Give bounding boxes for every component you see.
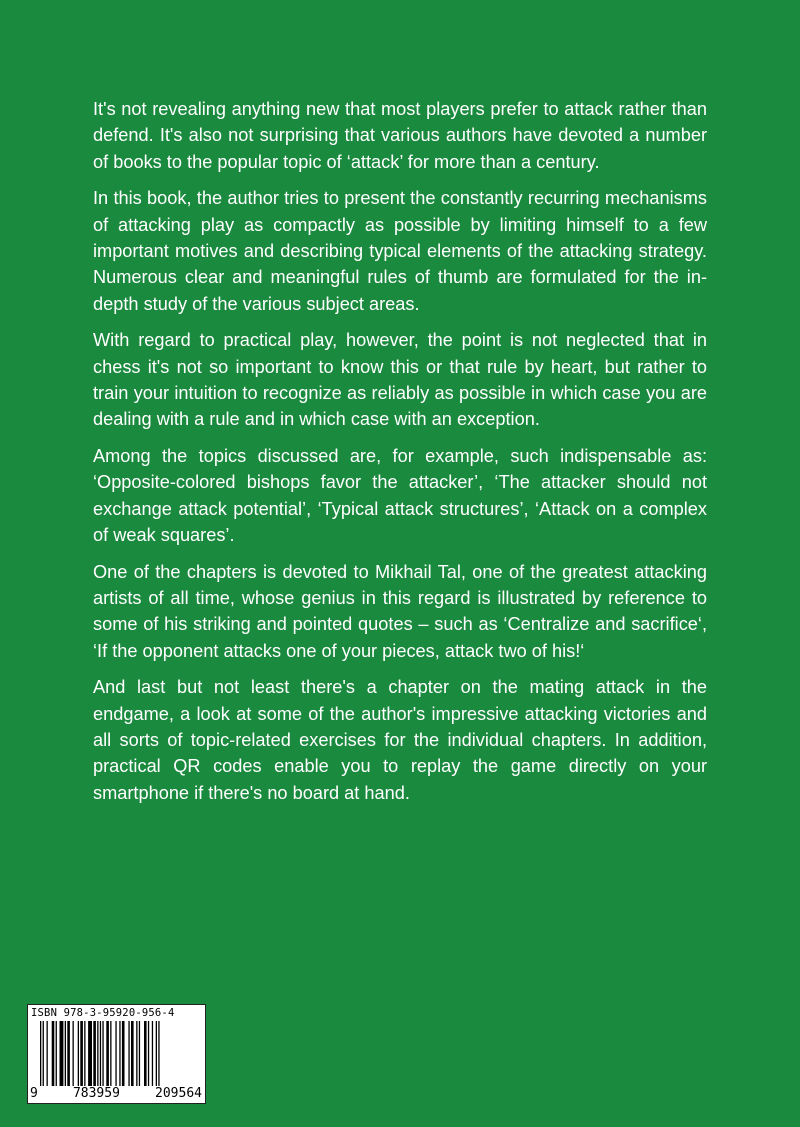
barcode-bar-28	[152, 1021, 153, 1086]
barcode-bar-15	[100, 1021, 101, 1086]
barcode-bar-16	[102, 1021, 103, 1086]
barcode-bar-27	[148, 1021, 149, 1086]
barcode-bar-5	[60, 1021, 64, 1086]
barcode-bar-18	[110, 1021, 111, 1086]
barcode-digits	[30, 1086, 202, 1101]
barcode-bar-26	[144, 1021, 147, 1086]
blurb-paragraph-2: In this book, the author tries to present the constantly recurring mechanisms of attacking play as compactly as possible by limiting himself to a few important motives and describing typical elements of the attacking strategy. Numerous clear and meaningful rules of thumb are formulated for the in-depth study of the various subject areas.	[93, 188, 707, 314]
barcode-bar-29	[156, 1021, 157, 1086]
isbn-label: ISBN 978-3-95920-956-4	[31, 1007, 175, 1019]
barcode-bar-4	[56, 1021, 57, 1086]
barcode-bar-14	[97, 1021, 98, 1086]
barcode-digits-right: 209564	[155, 1086, 202, 1101]
blurb-text	[93, 96, 707, 816]
barcode-bar-30	[158, 1021, 159, 1086]
barcode-bar-17	[106, 1021, 109, 1086]
barcode-bar-23	[131, 1021, 134, 1086]
barcode-bar-11	[84, 1021, 85, 1086]
barcode-bar-7	[67, 1021, 70, 1086]
barcode-bar-2	[47, 1021, 48, 1086]
blurb-paragraph-1: It's not revealing anything new that most players prefer to attack rather than defend. It's also not surprising that various authors have devoted a number of books to the popular topic of ‘attack’ for more than a century.	[93, 99, 707, 172]
barcode-bar-19	[115, 1021, 116, 1086]
barcode-digit-first: 9	[30, 1086, 38, 1101]
barcode-bar-0	[40, 1021, 41, 1086]
blurb-paragraph-6: And last but not least there's a chapter on the mating attack in the endgame, a look at some of the author's impressive attacking victories and all sorts of topic-related exercises for the individual chapters. In addition, practical QR codes enable you to replay the game directly on your smartphone if there's no board at hand.	[93, 677, 707, 803]
barcode-bar-13	[93, 1021, 96, 1086]
barcode-bar-20	[119, 1021, 120, 1086]
barcode-bar-21	[122, 1021, 125, 1086]
barcode-bar-1	[43, 1021, 44, 1086]
barcode-bar-22	[128, 1021, 129, 1086]
barcode-bar-8	[73, 1021, 74, 1086]
barcode-bar-25	[139, 1021, 140, 1086]
barcode-bar-10	[80, 1021, 83, 1086]
barcode-bar-6	[65, 1021, 66, 1086]
barcode-bar-3	[52, 1021, 55, 1086]
barcode-bar-24	[136, 1021, 137, 1086]
barcode-bars	[32, 1021, 202, 1086]
barcode-bar-12	[88, 1021, 92, 1086]
blurb-paragraph-4: Among the topics discussed are, for example, such indispensable as: ‘Opposite-colored bishops favor the attacker’, ‘The attacker should not exchange attack potential’, ‘Typical attack structures’, ‘Attack on a complex of weak squares’.	[93, 445, 707, 546]
blurb-paragraph-3: With regard to practical play, however, the point is not neglected that in chess it's not so important to know this or that rule by heart, but rather to train your intuition to recognize as reliably as possible in which case you are dealing with a rule and in which case with an exception.	[93, 330, 707, 430]
barcode-digits-left: 783959	[72, 1086, 120, 1101]
barcode-bar-9	[78, 1021, 79, 1086]
isbn-barcode	[27, 1004, 206, 1104]
blurb-paragraph-5: One of the chapters is devoted to Mikhail Tal, one of the greatest attacking artists of all time, whose genius in this regard is illustrated by reference to some of his striking and pointed quotes – such as ‘Centralize and sacrifice‘, ‘If the opponent attacks one of your pieces, attack two of his!‘	[93, 561, 707, 661]
